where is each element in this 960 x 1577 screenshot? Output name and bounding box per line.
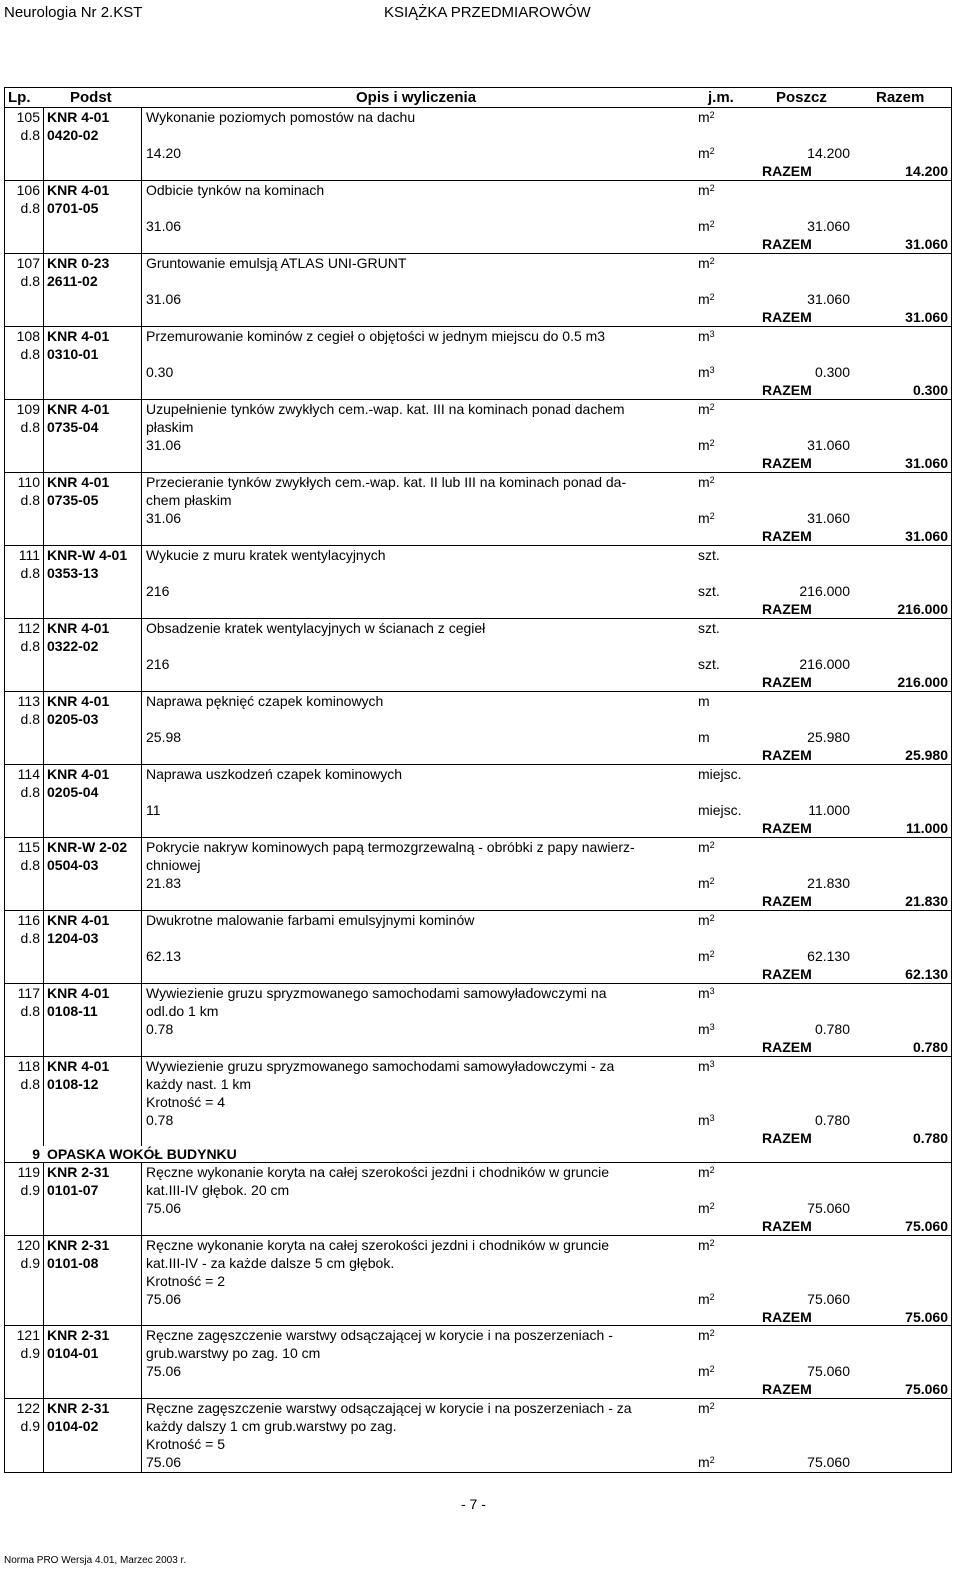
row-basis: KNR 4-01 (47, 328, 110, 344)
col-separator (141, 180, 142, 253)
row-subtotal: 31.060 (807, 437, 850, 453)
row-basis-code: 0101-08 (47, 1255, 99, 1271)
row-subtotal: 75.060 (807, 1454, 850, 1470)
row-basis: KNR 4-01 (47, 693, 110, 709)
col-separator (141, 545, 142, 618)
row-description-line: Odbicie tynków na kominach (146, 182, 325, 198)
row-lp-sub: d.8 (20, 857, 40, 873)
row-basis-code: 0735-04 (47, 419, 99, 435)
row-lp-sub: d.9 (20, 1345, 40, 1361)
row-basis: KNR 2-31 (47, 1164, 110, 1180)
col-separator (43, 107, 44, 180)
row-calculation: 14.20 (146, 145, 182, 161)
row-separator (4, 253, 952, 254)
razem-label: RAZEM (762, 236, 812, 252)
row-total: 0.780 (912, 1130, 948, 1146)
row-lp-sub: d.8 (20, 200, 40, 216)
col-separator (141, 1235, 142, 1325)
row-basis: KNR 4-01 (47, 182, 110, 198)
section-separator (4, 1162, 952, 1163)
row-calculation: 0.78 (146, 1021, 174, 1037)
row-calc-unit: $m^2$ (698, 1363, 715, 1379)
row-subtotal: 216.000 (799, 583, 850, 599)
row-lp: 119 (17, 1164, 40, 1180)
row-subtotal: 0.300 (814, 364, 850, 380)
row-total: 75.060 (905, 1218, 948, 1234)
row-total: 75.060 (905, 1381, 948, 1397)
row-calculation: 62.13 (146, 948, 182, 964)
row-calc-unit: $m^2$ (698, 875, 715, 891)
row-total: 216.000 (897, 674, 948, 690)
row-lp: 122 (16, 1400, 40, 1416)
col-separator (141, 399, 142, 472)
row-basis-code: 0101-07 (47, 1182, 99, 1198)
row-lp-sub: d.9 (20, 1182, 40, 1198)
row-description-line: Krotność = 5 (146, 1436, 225, 1452)
row-lp-sub: d.8 (20, 492, 40, 508)
razem-label: RAZEM (762, 382, 812, 398)
row-unit: $m^2$ (698, 182, 715, 198)
row-description-line: odl.do 1 km (146, 1003, 219, 1019)
row-lp: 110 (17, 474, 40, 490)
row-calc-unit: $m^3$ (698, 1021, 715, 1037)
row-calc-unit: $m^3$ (698, 1112, 715, 1128)
row-lp: 111 (18, 547, 40, 563)
row-description-line: chem płaskim (146, 492, 232, 508)
row-description-line: Krotność = 2 (146, 1273, 225, 1289)
row-total: 0.780 (912, 1039, 948, 1055)
col-separator (43, 253, 44, 326)
row-subtotal: 75.060 (807, 1291, 850, 1307)
col-separator (43, 1325, 44, 1398)
row-calculation: 0.78 (146, 1112, 174, 1128)
col-header-opis: Opis i wyliczenia (356, 89, 477, 106)
row-basis: KNR 2-31 (47, 1237, 110, 1253)
razem-label: RAZEM (762, 309, 812, 325)
col-header-lp: Lp. (8, 89, 31, 106)
row-basis: KNR 2-31 (47, 1400, 110, 1416)
row-unit: $m^2$ (698, 1327, 715, 1343)
row-lp: 116 (17, 912, 40, 928)
row-lp: 121 (16, 1327, 40, 1343)
col-separator (43, 837, 44, 910)
row-total: 14.200 (905, 163, 948, 179)
col-separator (43, 180, 44, 253)
col-separator (43, 1056, 44, 1146)
col-separator (141, 910, 142, 983)
row-basis-code: 0504-03 (47, 857, 99, 873)
row-calculation: 75.06 (146, 1363, 182, 1379)
row-description-line: Ręczne zagęszczenie warstwy odsączającej w korycie i na poszerzeniach - (146, 1327, 613, 1343)
row-lp-sub: d.8 (20, 419, 40, 435)
col-separator (43, 545, 44, 618)
row-total: 62.130 (905, 966, 948, 982)
row-calculation: 11 (146, 802, 161, 818)
section-number: 9 (32, 1146, 40, 1162)
row-description-line: chniowej (146, 857, 201, 873)
row-basis-code: 0205-03 (47, 711, 99, 727)
row-unit: $m^2$ (698, 839, 715, 855)
document-title: KSIĄŻKA PRZEDMIAROWÓW (384, 4, 591, 21)
row-calc-unit: $m^2$ (698, 1291, 715, 1307)
col-separator (141, 691, 142, 764)
row-unit: $m^3$ (698, 328, 715, 344)
row-calculation: 75.06 (146, 1454, 182, 1470)
col-separator (43, 764, 44, 837)
row-subtotal: 75.060 (807, 1363, 850, 1379)
row-unit: szt. (698, 547, 720, 563)
row-unit: $m^2$ (698, 912, 715, 928)
row-calculation: 216 (146, 583, 170, 599)
row-calculation: 21.83 (146, 875, 182, 891)
row-basis-code: 0701-05 (47, 200, 99, 216)
row-lp-sub: d.8 (20, 346, 40, 362)
col-separator (141, 253, 142, 326)
row-lp-sub: d.8 (20, 638, 40, 654)
row-basis-code: 1204-03 (47, 930, 99, 946)
row-basis: KNR 4-01 (47, 1058, 110, 1074)
row-unit: $m^2$ (698, 474, 715, 490)
row-total: 31.060 (905, 236, 948, 252)
col-separator (141, 764, 142, 837)
razem-label: RAZEM (762, 528, 812, 544)
row-lp: 109 (16, 401, 40, 417)
row-unit: $m^2$ (698, 109, 715, 125)
row-basis: KNR 4-01 (47, 912, 110, 928)
row-lp: 118 (17, 1058, 40, 1074)
row-lp: 115 (17, 839, 40, 855)
row-lp: 105 (16, 109, 40, 125)
razem-label: RAZEM (762, 455, 812, 471)
row-lp-sub: d.8 (20, 1003, 40, 1019)
row-calc-unit: $m^2$ (698, 437, 715, 453)
row-calc-unit: $m^2$ (698, 1454, 715, 1470)
row-description-line: Naprawa uszkodzeń czapek kominowych (146, 766, 403, 782)
row-subtotal: 25.980 (807, 729, 850, 745)
row-basis-code: 2611-02 (47, 273, 98, 289)
row-basis: KNR 0-23 (47, 255, 110, 271)
row-separator (4, 180, 952, 181)
row-separator (4, 1235, 952, 1236)
row-subtotal: 75.060 (807, 1200, 850, 1216)
row-description-line: Dwukrotne malowanie farbami emulsyjnymi kominów (146, 912, 475, 928)
row-calculation: 31.06 (146, 510, 182, 526)
row-basis-code: 0104-02 (47, 1418, 99, 1434)
table-bottom-border (4, 1472, 952, 1473)
row-subtotal: 0.780 (814, 1021, 850, 1037)
row-calc-unit: $m^2$ (698, 1200, 715, 1216)
row-unit: $m^2$ (698, 1400, 715, 1416)
col-separator (141, 1162, 142, 1235)
row-description-line: kat.III-IV - za każde dalsze 5 cm głębok. (146, 1255, 395, 1271)
row-separator (4, 545, 952, 546)
row-calculation: 25.98 (146, 729, 182, 745)
col-separator (141, 326, 142, 399)
row-calculation: 216 (146, 656, 170, 672)
row-subtotal: 62.130 (807, 948, 850, 964)
row-lp-sub: d.8 (20, 930, 40, 946)
row-description-line: płaskim (146, 419, 194, 435)
row-lp-sub: d.8 (20, 127, 40, 143)
row-basis: KNR-W 2-02 (47, 839, 128, 855)
col-separator (43, 691, 44, 764)
row-unit: $m^2$ (698, 1237, 715, 1253)
row-calculation: 31.06 (146, 437, 182, 453)
col-separator (141, 618, 142, 691)
row-lp-sub: d.8 (20, 711, 40, 727)
row-description-line: Wywiezienie gruzu spryzmowanego samochodami samowyładowczymi na (146, 985, 607, 1001)
row-description-line: Obsadzenie kratek wentylacyjnych w ścianach z cegieł (146, 620, 486, 636)
row-basis: KNR 4-01 (47, 620, 110, 636)
row-subtotal: 31.060 (807, 291, 850, 307)
row-description-line: Przemurowanie kominów z cegieł o objętości w jednym miejscu do 0.5 m3 (146, 328, 606, 344)
row-unit: $m^2$ (698, 255, 715, 271)
col-separator (141, 107, 142, 180)
row-separator (4, 326, 952, 327)
row-basis-code: 0104-01 (47, 1345, 99, 1361)
row-calc-unit: m (698, 729, 710, 745)
row-subtotal: 31.060 (807, 510, 850, 526)
col-separator (43, 472, 44, 545)
row-calc-unit: $m^2$ (698, 510, 715, 526)
row-calc-unit: miejsc. (698, 802, 742, 818)
row-description-line: każdy dalszy 1 cm grub.warstwy po zag. (146, 1418, 397, 1434)
row-total: 21.830 (905, 893, 948, 909)
razem-label: RAZEM (762, 820, 812, 836)
col-separator (43, 618, 44, 691)
row-description-line: Gruntowanie emulsją ATLAS UNI-GRUNT (146, 255, 407, 271)
section-title: OPASKA WOKÓŁ BUDYNKU (47, 1146, 237, 1162)
row-description-line: Ręczne wykonanie koryta na całej szerokości jezdni i chodników w gruncie (146, 1237, 610, 1253)
row-calculation: 75.06 (146, 1291, 182, 1307)
col-header-jm: j.m. (708, 89, 734, 106)
row-lp-sub: d.8 (20, 1076, 40, 1092)
row-separator (4, 1325, 952, 1326)
header-bottom-border (4, 107, 952, 108)
row-separator (4, 618, 952, 619)
row-calc-unit: $m^2$ (698, 218, 715, 234)
col-separator (43, 910, 44, 983)
row-basis: KNR 4-01 (47, 474, 110, 490)
row-separator (4, 910, 952, 911)
row-unit: $m^2$ (698, 401, 715, 417)
row-unit: miejsc. (698, 766, 742, 782)
razem-label: RAZEM (762, 1039, 812, 1055)
row-calculation: 0.30 (146, 364, 174, 380)
row-lp-sub: d.9 (20, 1418, 40, 1434)
col-header-podst: Podst (70, 89, 112, 106)
page-number: - 7 - (461, 1496, 486, 1512)
row-description-line: Ręczne wykonanie koryta na całej szerokości jezdni i chodników w gruncie (146, 1164, 610, 1180)
razem-label: RAZEM (762, 747, 812, 763)
row-unit: $m^3$ (698, 985, 715, 1001)
row-subtotal: 216.000 (799, 656, 850, 672)
row-calc-unit: szt. (698, 656, 720, 672)
row-basis-code: 0353-13 (47, 565, 99, 581)
row-basis: KNR 4-01 (47, 766, 110, 782)
col-separator (43, 399, 44, 472)
razem-label: RAZEM (762, 601, 812, 617)
row-calc-unit: $m^2$ (698, 948, 715, 964)
row-basis: KNR 4-01 (47, 401, 110, 417)
row-lp-sub: d.9 (20, 1255, 40, 1271)
razem-label: RAZEM (762, 966, 812, 982)
row-description-line: Krotność = 4 (146, 1094, 225, 1110)
razem-label: RAZEM (762, 1381, 812, 1397)
row-basis-code: 0322-02 (47, 638, 99, 654)
row-unit: $m^3$ (698, 1058, 715, 1074)
row-basis-code: 0310-01 (47, 346, 99, 362)
row-total: 31.060 (905, 528, 948, 544)
table-top-border (4, 87, 952, 88)
row-calc-unit: szt. (698, 583, 720, 599)
table-left-border (4, 87, 5, 1473)
row-calculation: 31.06 (146, 218, 182, 234)
row-total: 216.000 (897, 601, 948, 617)
row-basis-code: 0205-04 (47, 784, 99, 800)
row-basis-code: 0735-05 (47, 492, 99, 508)
row-basis-code: 0108-12 (47, 1076, 99, 1092)
row-description-line: Pokrycie nakryw kominowych papą termozgrzewalną - obróbki z papy nawierz- (146, 839, 635, 855)
row-description-line: Wykonanie poziomych pomostów na dachu (146, 109, 416, 125)
row-separator (4, 472, 952, 473)
row-calc-unit: $m^2$ (698, 291, 715, 307)
row-separator (4, 837, 952, 838)
row-lp: 106 (16, 182, 40, 198)
row-description-line: Wywiezienie gruzu spryzmowanego samochodami samowyładowczymi - za (146, 1058, 615, 1074)
razem-label: RAZEM (762, 674, 812, 690)
row-description-line: kat.III-IV głębok. 20 cm (146, 1182, 290, 1198)
row-description-line: Wykucie z muru kratek wentylacyjnych (146, 547, 386, 563)
row-total: 25.980 (905, 747, 948, 763)
row-lp: 107 (16, 255, 40, 271)
row-lp: 108 (16, 328, 40, 344)
row-description-line: Uzupełnienie tynków zwykłych cem.-wap. kat. III na kominach ponad dachem (146, 401, 625, 417)
col-separator (43, 983, 44, 1056)
row-basis-code: 0108-11 (47, 1003, 98, 1019)
row-lp: 117 (17, 985, 40, 1001)
row-subtotal: 0.780 (814, 1112, 850, 1128)
row-lp-sub: d.8 (20, 565, 40, 581)
col-separator (141, 837, 142, 910)
col-separator (141, 1056, 142, 1146)
col-separator (43, 1162, 44, 1235)
row-description-line: Przecieranie tynków zwykłych cem.-wap. kat. II lub III na kominach ponad da- (146, 474, 627, 490)
row-lp: 112 (17, 620, 40, 636)
project-title: Neurologia Nr 2.KST (4, 4, 143, 21)
row-separator (4, 983, 952, 984)
row-lp-sub: d.8 (20, 784, 40, 800)
row-calc-unit: $m^3$ (698, 364, 715, 380)
row-total: 31.060 (905, 309, 948, 325)
col-separator (141, 1325, 142, 1398)
row-subtotal: 14.200 (807, 145, 850, 161)
row-unit: m (698, 693, 710, 709)
col-separator (141, 983, 142, 1056)
row-separator (4, 1398, 952, 1399)
row-calculation: 75.06 (146, 1200, 182, 1216)
row-basis: KNR 4-01 (47, 109, 110, 125)
row-unit: $m^2$ (698, 1164, 715, 1180)
row-description-line: Ręczne zagęszczenie warstwy odsączającej w korycie i na poszerzeniach - za (146, 1400, 632, 1416)
col-header-poszcz: Poszcz (776, 89, 827, 106)
row-description-line: Naprawa pęknięć czapek kominowych (146, 693, 384, 709)
row-basis: KNR 4-01 (47, 985, 110, 1001)
row-lp: 114 (17, 766, 40, 782)
row-basis: KNR-W 4-01 (47, 547, 128, 563)
row-total: 75.060 (905, 1309, 948, 1325)
row-lp: 120 (16, 1237, 40, 1253)
razem-label: RAZEM (762, 1130, 812, 1146)
col-separator (141, 472, 142, 545)
col-separator (43, 326, 44, 399)
row-lp: 113 (17, 693, 40, 709)
razem-label: RAZEM (762, 893, 812, 909)
row-calculation: 31.06 (146, 291, 182, 307)
row-total: 0.300 (912, 382, 948, 398)
row-subtotal: 11.000 (808, 802, 850, 818)
col-header-razem: Razem (876, 89, 925, 106)
col-separator (43, 1235, 44, 1325)
razem-label: RAZEM (762, 1309, 812, 1325)
razem-label: RAZEM (762, 1218, 812, 1234)
software-footer: Norma PRO Wersja 4.01, Marzec 2003 r. (4, 1555, 187, 1566)
row-total: 11.000 (905, 820, 948, 836)
row-subtotal: 21.830 (807, 875, 850, 891)
row-separator (4, 691, 952, 692)
row-description-line: każdy nast. 1 km (146, 1076, 252, 1092)
col-separator (43, 1398, 44, 1472)
row-separator (4, 399, 952, 400)
row-lp-sub: d.8 (20, 273, 40, 289)
row-separator (4, 1056, 952, 1057)
col-separator (141, 1398, 142, 1472)
row-total: 31.060 (905, 455, 948, 471)
row-basis-code: 0420-02 (47, 127, 99, 143)
row-subtotal: 31.060 (807, 218, 850, 234)
row-separator (4, 764, 952, 765)
row-calc-unit: $m^2$ (698, 145, 715, 161)
row-unit: szt. (698, 620, 720, 636)
row-description-line: grub.warstwy po zag. 10 cm (146, 1345, 321, 1361)
row-basis: KNR 2-31 (47, 1327, 110, 1343)
table-right-border (951, 87, 952, 1473)
razem-label: RAZEM (762, 163, 812, 179)
